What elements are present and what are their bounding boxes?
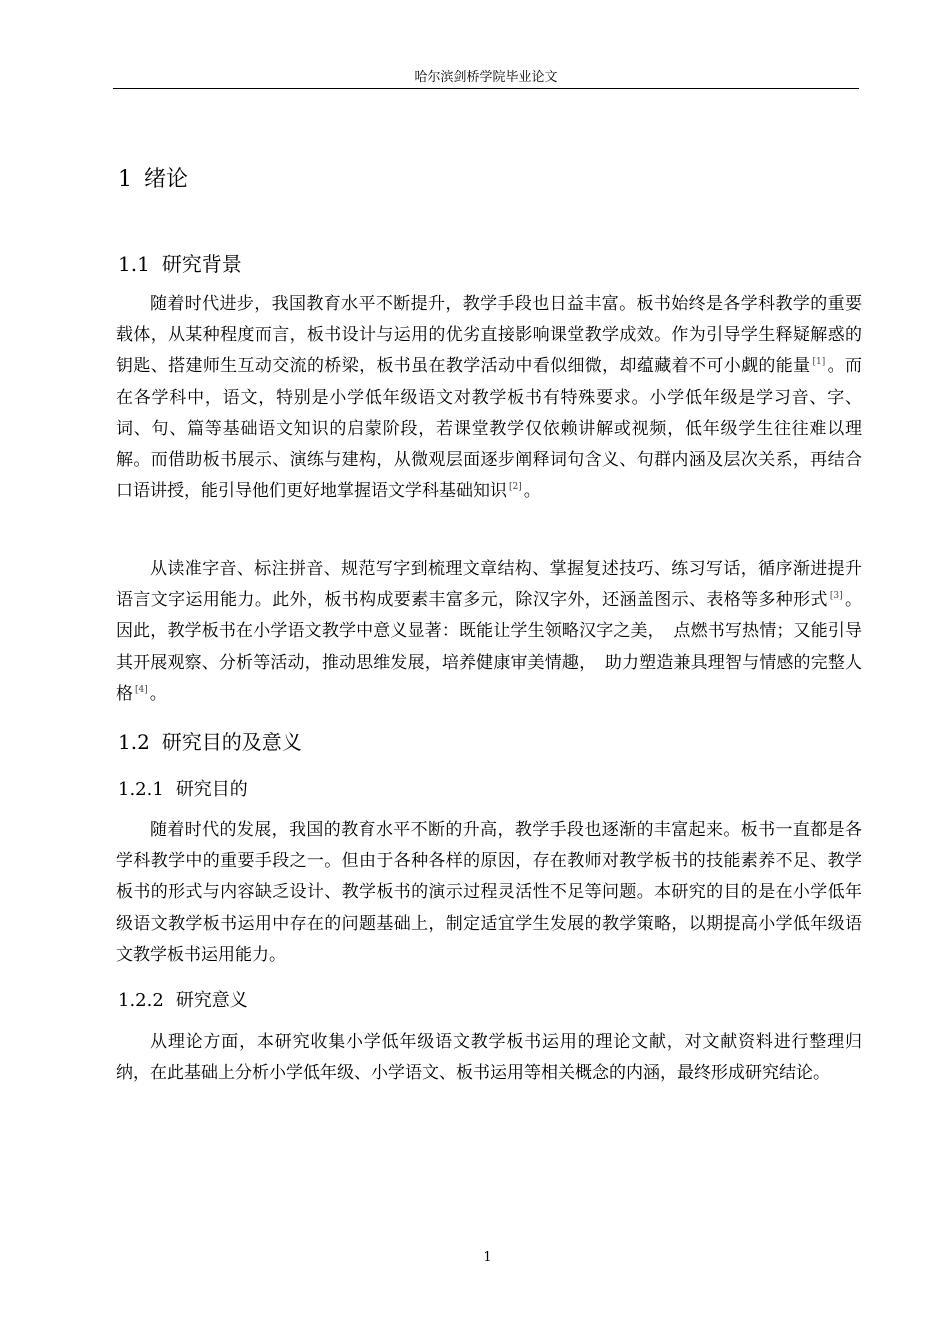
citation-2: [2] [509,482,522,493]
paragraph-background-2 [116,554,862,710]
subsection-number: 1.2.1 [118,779,164,800]
subsection-heading-1-2-1 [118,775,248,801]
paragraph-text: 从读准字音、标注拼音、规范写字到梳理文章结构、掌握复述技巧、练习写话，循序渐进提升语言文字运用能力。此外，板书构成要素丰富多元，除汉字外，还涵盖图示、表格等多种形式 [116,559,862,611]
paragraph-significance: 从理论方面，本研究收集小学低年级语文教学板书运用的理论文献，对文献资料进行整理归纳，在此基础上分析小学低年级、小学语文、板书运用等相关概念的内涵，最终形成研究结论。 [116,1032,862,1084]
section-heading-1-2 [118,726,302,755]
paragraph-text: 。而在各学科中，语文，特别是小学低年级语文对教学板书有特殊要求。小学低年级是学习音、字、词、句、篇等基础语文知识的启蒙阶段，若课堂教学仅依赖讲解或视频，低年级学生往往难以理解。而借助板书展示、演练与建构，从微观层面逐步阐释词句含义、句群内涵及层次关系，再结合口语讲授，能引导他们更好地掌握语文学科基础知识 [116,356,863,502]
subsection-number: 1.2.2 [118,990,164,1011]
chapter-heading [118,162,188,193]
section-heading-1-1 [118,248,242,277]
paragraph-purpose: 随着时代的发展，我国的教育水平不断的升高，教学手段也逐渐的丰富起来。板书一直都是各学科教学中的重要手段之一。但由于各种各样的原因，存在教师对教学板书的技能素养不足、教学板书的形式与内容缺乏设计、教学板书的演示过程灵活性不足等问题。本研究的目的是在小学低年级语文教学板书运用中存在的问题基础上，制定适宜学生发展的教学策略，以期提高小学低年级语文教学板书运用能力。 [116,820,862,965]
paragraph-text: 。 [149,683,167,704]
paragraph-text: 随着时代进步，我国教育水平不断提升，教学手段也日益丰富。板书始终是各学科教学的重要载体，从某种程度而言，板书设计与运用的优劣直接影响课堂教学成效。作为引导学生释疑解惑的钥匙、搭建师生互动交流的桥梁，板书虽在教学活动中看似细微，却蕴藏着不可小觑的能量 [116,294,862,377]
chapter-number: 1 [118,167,132,192]
subsection-heading-1-2-2 [118,986,248,1012]
page-header: 哈尔滨剑桥学院毕业论文 [414,70,558,85]
section-number: 1.2 [118,730,150,754]
chapter-title: 绪论 [144,167,189,192]
citation-1: [1] [812,357,826,368]
section-title: 研究目的及意义 [161,730,302,754]
subsection-title: 研究目的 [175,779,248,800]
paragraph-text: 。因此，教学板书在小学语文教学中意义显著：既能让学生领略汉字之美， 点燃书写热情；又能引导其开展观察、分析等活动，推动思维发展，培养健康审美情趣， 助力塑造兼具理智与情感的完整人格 [116,590,863,704]
paragraph-text: 。 [523,481,541,502]
section-number: 1.1 [118,252,150,276]
subsection-title: 研究意义 [175,990,248,1011]
citation-4: [4] [135,684,148,695]
paragraph-background-1 [116,289,862,507]
header-rule [113,88,859,89]
section-title: 研究背景 [161,252,242,276]
citation-3: [3] [829,591,843,602]
page-number: 1 [483,1250,492,1265]
